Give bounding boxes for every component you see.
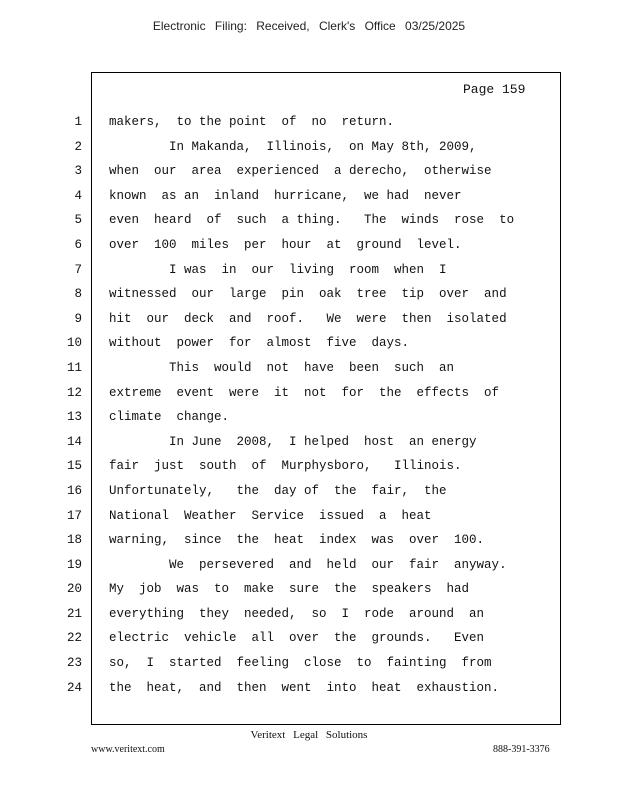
line-number: 21 <box>66 606 82 621</box>
line-number: 6 <box>74 237 82 252</box>
footer-website: www.veritext.com <box>91 744 165 755</box>
line-number: 3 <box>74 164 82 179</box>
transcript-line: My job was to make sure the speakers had <box>109 582 470 597</box>
line-number: 19 <box>66 557 82 572</box>
line-number: 8 <box>74 287 82 302</box>
transcript-line: without power for almost five days. <box>109 336 410 351</box>
transcript-line: extreme event were it not for the effects of <box>109 385 500 400</box>
line-number: 10 <box>66 336 82 351</box>
line-number: 17 <box>66 508 82 523</box>
line-number: 5 <box>74 213 82 228</box>
transcript-line: when our area experienced a derecho, otherwise <box>109 164 492 179</box>
filing-stamp: Electronic Filing: Received, Clerk's Office 03/25/2025 <box>152 19 466 33</box>
line-number: 15 <box>66 459 82 474</box>
line-number: 2 <box>74 139 82 154</box>
line-number: 16 <box>66 483 82 498</box>
transcript-line: hit our deck and roof. We were then isolated <box>109 311 507 326</box>
transcript-line: so, I started feeling close to fainting from <box>109 656 492 671</box>
line-number: 9 <box>74 311 82 326</box>
transcript-line: even heard of such a thing. The winds rose to <box>109 213 515 228</box>
line-number: 4 <box>74 188 82 203</box>
line-number-column <box>60 113 82 703</box>
transcript-line: We persevered and held our fair anyway. <box>109 557 507 572</box>
footer-company: Veritext Legal Solutions <box>250 729 368 741</box>
transcript-line: known as an inland hurricane, we had never <box>109 188 462 203</box>
transcript-line: everything they needed, so I rode around an <box>109 606 485 621</box>
line-number: 1 <box>74 115 82 129</box>
line-number: 23 <box>66 656 82 671</box>
transcript-line: makers, to the point of no return. <box>109 115 395 129</box>
line-number: 7 <box>74 262 82 277</box>
line-number: 12 <box>66 385 82 400</box>
transcript-line: over 100 miles per hour at ground level. <box>109 237 462 252</box>
transcript-line: In Makanda, Illinois, on May 8th, 2009, <box>109 139 477 154</box>
line-number: 24 <box>66 680 82 695</box>
transcript-line: witnessed our large pin oak tree tip over and <box>109 287 507 302</box>
transcript-line: fair just south of Murphysboro, Illinois. <box>109 459 462 474</box>
line-number: 22 <box>66 631 82 646</box>
line-number: 13 <box>66 410 82 425</box>
transcript-line: National Weather Service issued a heat <box>109 508 432 523</box>
line-number: 11 <box>66 360 82 375</box>
footer-phone: 888-391-3376 <box>493 744 550 755</box>
transcript-line: Unfortunately, the day of the fair, the <box>109 483 447 498</box>
transcript-line: warning, since the heat index was over 100. <box>109 533 485 548</box>
line-number: 20 <box>66 582 82 597</box>
page-number: Page 159 <box>463 82 526 97</box>
line-number: 18 <box>66 533 82 548</box>
transcript-line: This would not have been such an <box>109 360 455 375</box>
line-number: 14 <box>66 434 82 449</box>
transcript-line: climate change. <box>109 410 230 425</box>
transcript-line: I was in our living room when I <box>109 262 447 277</box>
transcript-text <box>109 113 559 703</box>
transcript-line: In June 2008, I helped host an energy <box>109 434 477 449</box>
transcript-line: electric vehicle all over the grounds. Even <box>109 631 485 646</box>
transcript-line: the heat, and then went into heat exhaustion. <box>109 680 500 695</box>
